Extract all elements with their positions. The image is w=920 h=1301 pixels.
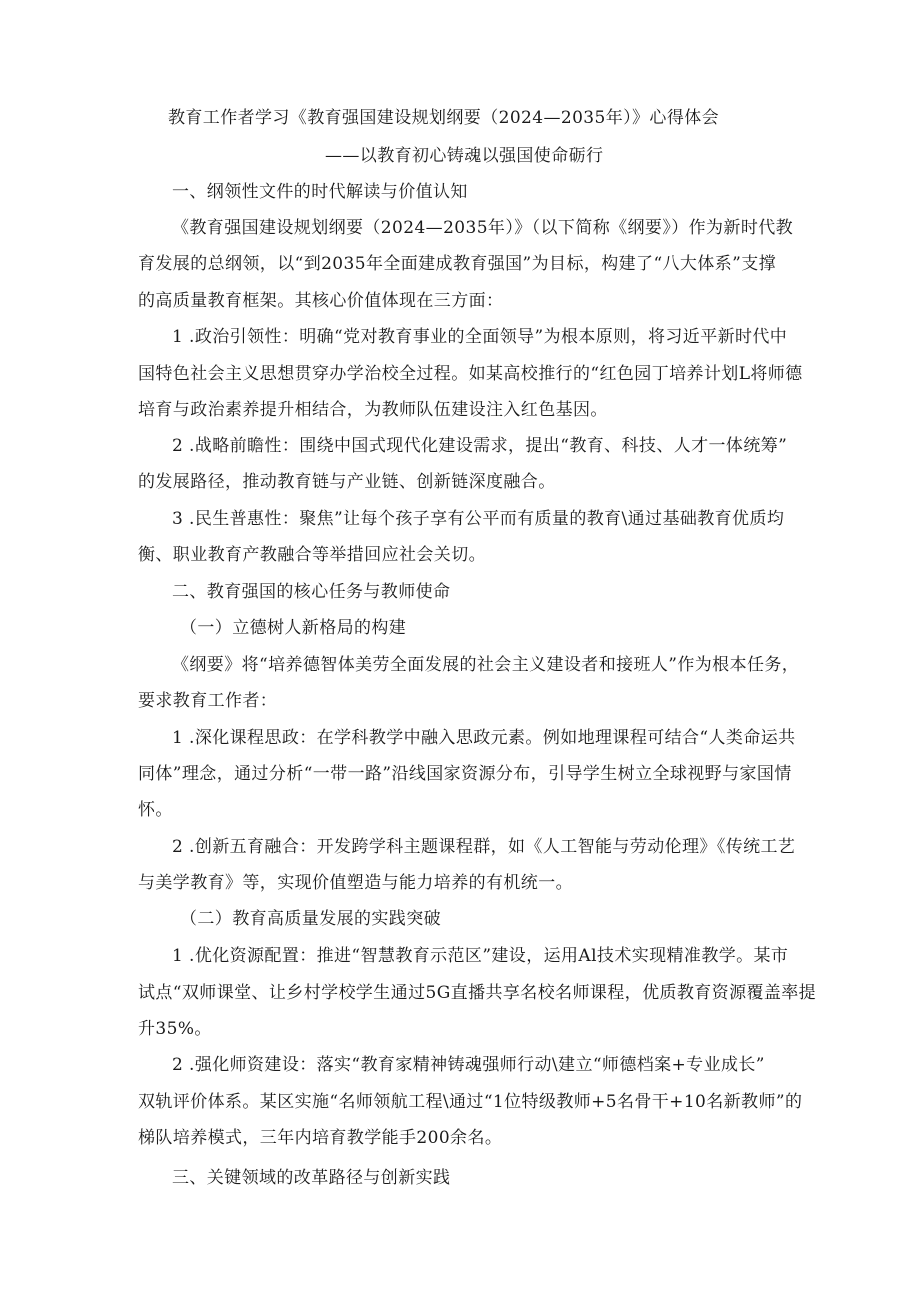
paragraph-line: 1 .深化课程思政：在学科教学中融入思政元素。例如地理课程可结合“人类命运共: [172, 728, 796, 748]
section-heading-1: 一、纲领性文件的时代解读与价值认知: [172, 182, 468, 202]
paragraph-line: 培育与政治素养提升相结合，为教师队伍建设注入红色基因。: [138, 400, 608, 420]
paragraph-line: 双轨评价体系。某区实施“名师领航工程\通过“1位特级教师+5名骨干+10名新教师”的: [138, 1092, 803, 1112]
paragraph-line: 衡、职业教育产教融合等举措回应社会关切。: [138, 545, 486, 565]
paragraph-line: 的发展路径，推动教育链与产业链、创新链深度融合。: [138, 472, 556, 492]
subsection-heading: （一）立德树人新格局的构建: [180, 618, 407, 638]
document-subtitle: ——以教育初心铸魂以强国使命砺行: [325, 146, 604, 166]
paragraph-line: 试点“双师课堂、让乡村学校学生通过5G直播共享名校名师课程，优质教育资源覆盖率提: [138, 983, 817, 1003]
paragraph-line: 1 .政治引领性：明确“党对教育事业的全面领导”为根本原则，将习近平新时代中: [172, 327, 788, 347]
paragraph-line: 2 .创新五育融合：开发跨学科主题课程群，如《人工智能与劳动伦理》《传统工艺: [172, 837, 796, 857]
paragraph-line: 的高质量教育框架。其核心价值体现在三方面：: [138, 291, 504, 311]
paragraph-line: 1 .优化资源配置：推进“智慧教育示范区”建设，运用Al技术实现精准教学。某市: [172, 946, 789, 966]
paragraph-line: 2 .战略前瞻性：围绕中国式现代化建设需求，提出“教育、科技、人才一体统筹”: [172, 436, 788, 456]
paragraph-line: 2 .强化师资建设：落实“教育家精神铸魂强师行动\建立“师德档案+专业成长”: [172, 1055, 765, 1075]
paragraph-line: 同体”理念，通过分析“一带一路”沿线国家资源分布，引导学生树立全球视野与家国情: [138, 764, 792, 784]
section-heading-3: 三、关键领域的改革路径与创新实践: [172, 1168, 451, 1188]
paragraph-line: 怀。: [138, 800, 173, 820]
paragraph-line: 《纲要》将“培养德智体美劳全面发展的社会主义建设者和接班人”作为根本任务，: [172, 655, 800, 675]
paragraph-line: 梯队培养模式，三年内培育教学能手200余名。: [138, 1128, 503, 1148]
section-heading-2: 二、教育强国的核心任务与教师使命: [172, 582, 451, 602]
paragraph-line: 国特色社会主义思想贯穿办学治校全过程。如某高校推行的“红色园丁培养计划L将师德: [138, 364, 803, 384]
paragraph-line: 育发展的总纲领，以“到2035年全面建成教育强国”为目标，构建了“八大体系”支撑: [138, 254, 777, 274]
paragraph-line: 要求教育工作者：: [138, 691, 278, 711]
subsection-heading: （二）教育高质量发展的实践突破: [180, 909, 441, 929]
paragraph-line: 《教育强国建设规划纲要（2024—2035年）》（以下简称《纲要》）作为新时代教: [172, 218, 794, 238]
paragraph-line: 3 .民生普惠性：聚焦”让每个孩子享有公平而有质量的教育\通过基础教育优质均: [172, 509, 785, 529]
paragraph-line: 与美学教育》等，实现价值塑造与能力培养的有机统一。: [138, 873, 573, 893]
paragraph-line: 升35%。: [138, 1019, 212, 1039]
document-title: 教育工作者学习《教育强国建设规划纲要（2024—2035年）》心得体会: [168, 108, 720, 128]
